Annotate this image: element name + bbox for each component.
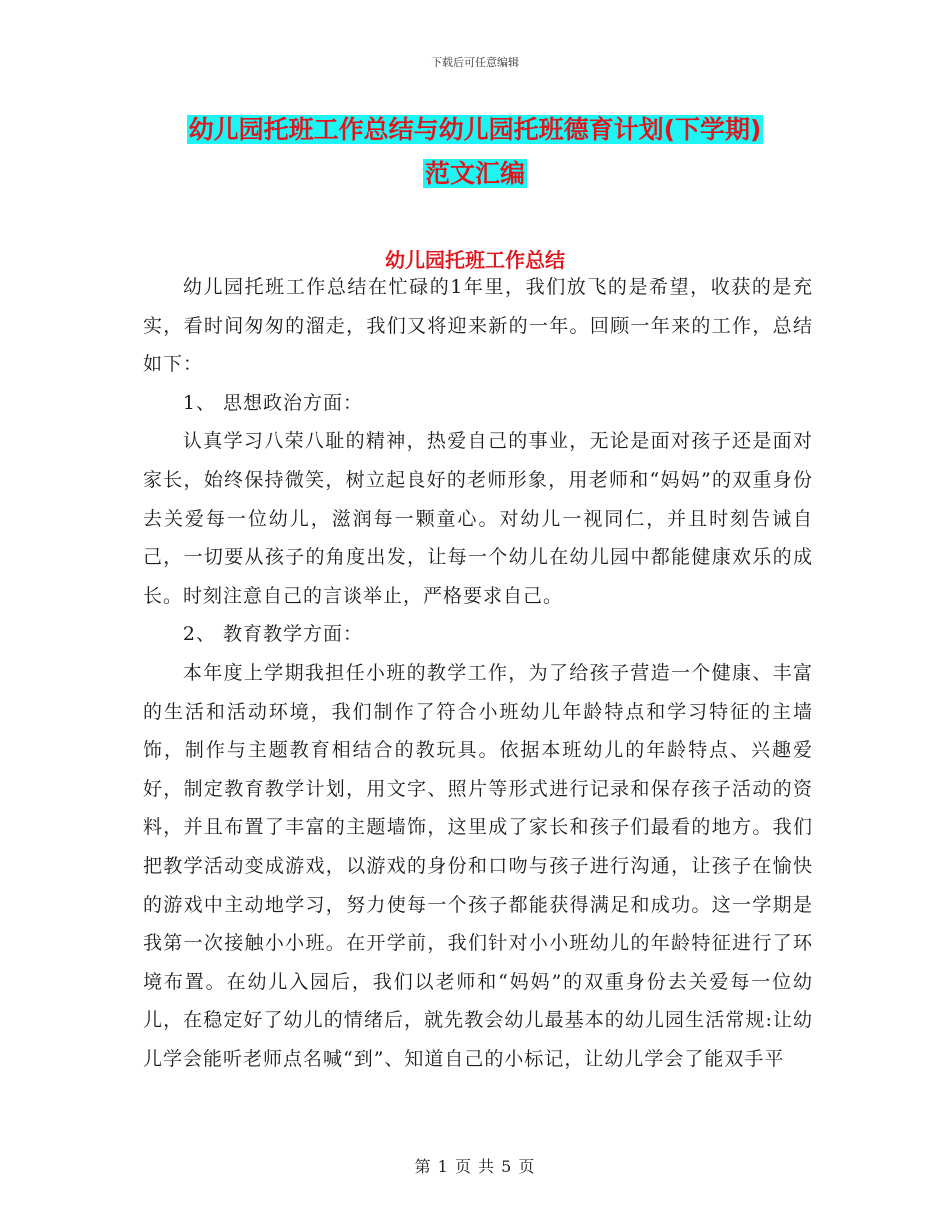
document-title-line-1: 幼儿园托班工作总结与幼儿园托班德育计划(下学期) — [188, 115, 762, 144]
section-heading: 幼儿园托班工作总结 — [385, 248, 565, 272]
document-title-line-2: 范文汇编 — [424, 159, 525, 188]
document-title-continued — [0, 154, 950, 194]
paragraph-intro: 幼儿园托班工作总结在忙碌的1年里，我们放飞的是希望，收获的是充实，看时间匆匆的溜走，我们又将迎来新的一年。回顾一年来的工作，总结如下： — [143, 276, 813, 376]
document-body — [143, 268, 813, 1078]
paragraph-teaching: 本年度上学期我担任小班的教学工作，为了给孩子营造一个健康、丰富的生活和活动环境，我们制作了符合小班幼儿年龄特点和学习特征的主墙饰，制作与主题教育相结合的教玩具。依据本班幼儿的年龄特点、兴趣爱好，制定教育教学计划，用文字、照片等形式进行记录和保存孩子活动的资料，并且布置了丰富的主题墙饰，这里成了家长和孩子们最看的地方。我们把教学活动变成游戏，以游戏的身份和口吻与孩子进行沟通，让孩子在愉快的游戏中主动地学习，努力使每一个孩子都能获得满足和成功。这一学期是我第一次接触小小班。在开学前，我们针对小小班幼儿的年龄特征进行了环境布置。在幼儿入园后，我们以老师和“妈妈”的双重身份去关爱每一位幼儿，在稳定好了幼儿的情绪后，就先教会幼儿最基本的幼儿园生活常规:让幼儿学会能听老师点名喊“到”、知道自己的小标记，让幼儿学会了能双手平 — [143, 661, 813, 1070]
paragraph-heading-politics: 1、 思想政治方面： — [182, 391, 364, 414]
paragraph-politics: 认真学习八荣八耻的精神，热爱自己的事业，无论是面对孩子还是面对家长，始终保持微笑，树立起良好的老师形象，用老师和“妈妈”的双重身份去关爱每一位幼儿，滋润每一颗童心。对幼儿一视同仁，并且时刻告诫自己，一切要从孩子的角度出发，让每一个幼儿在幼儿园中都能健康欢乐的成长。时刻注意自己的言谈举止，严格要求自己。 — [143, 430, 813, 607]
paragraph-heading-teaching: 2、 教育教学方面： — [182, 623, 364, 646]
page-footer: 第 1 页 共 5 页 — [414, 1157, 536, 1176]
document-title — [0, 110, 950, 150]
header-note: 下载后可任意编辑 — [431, 56, 519, 69]
